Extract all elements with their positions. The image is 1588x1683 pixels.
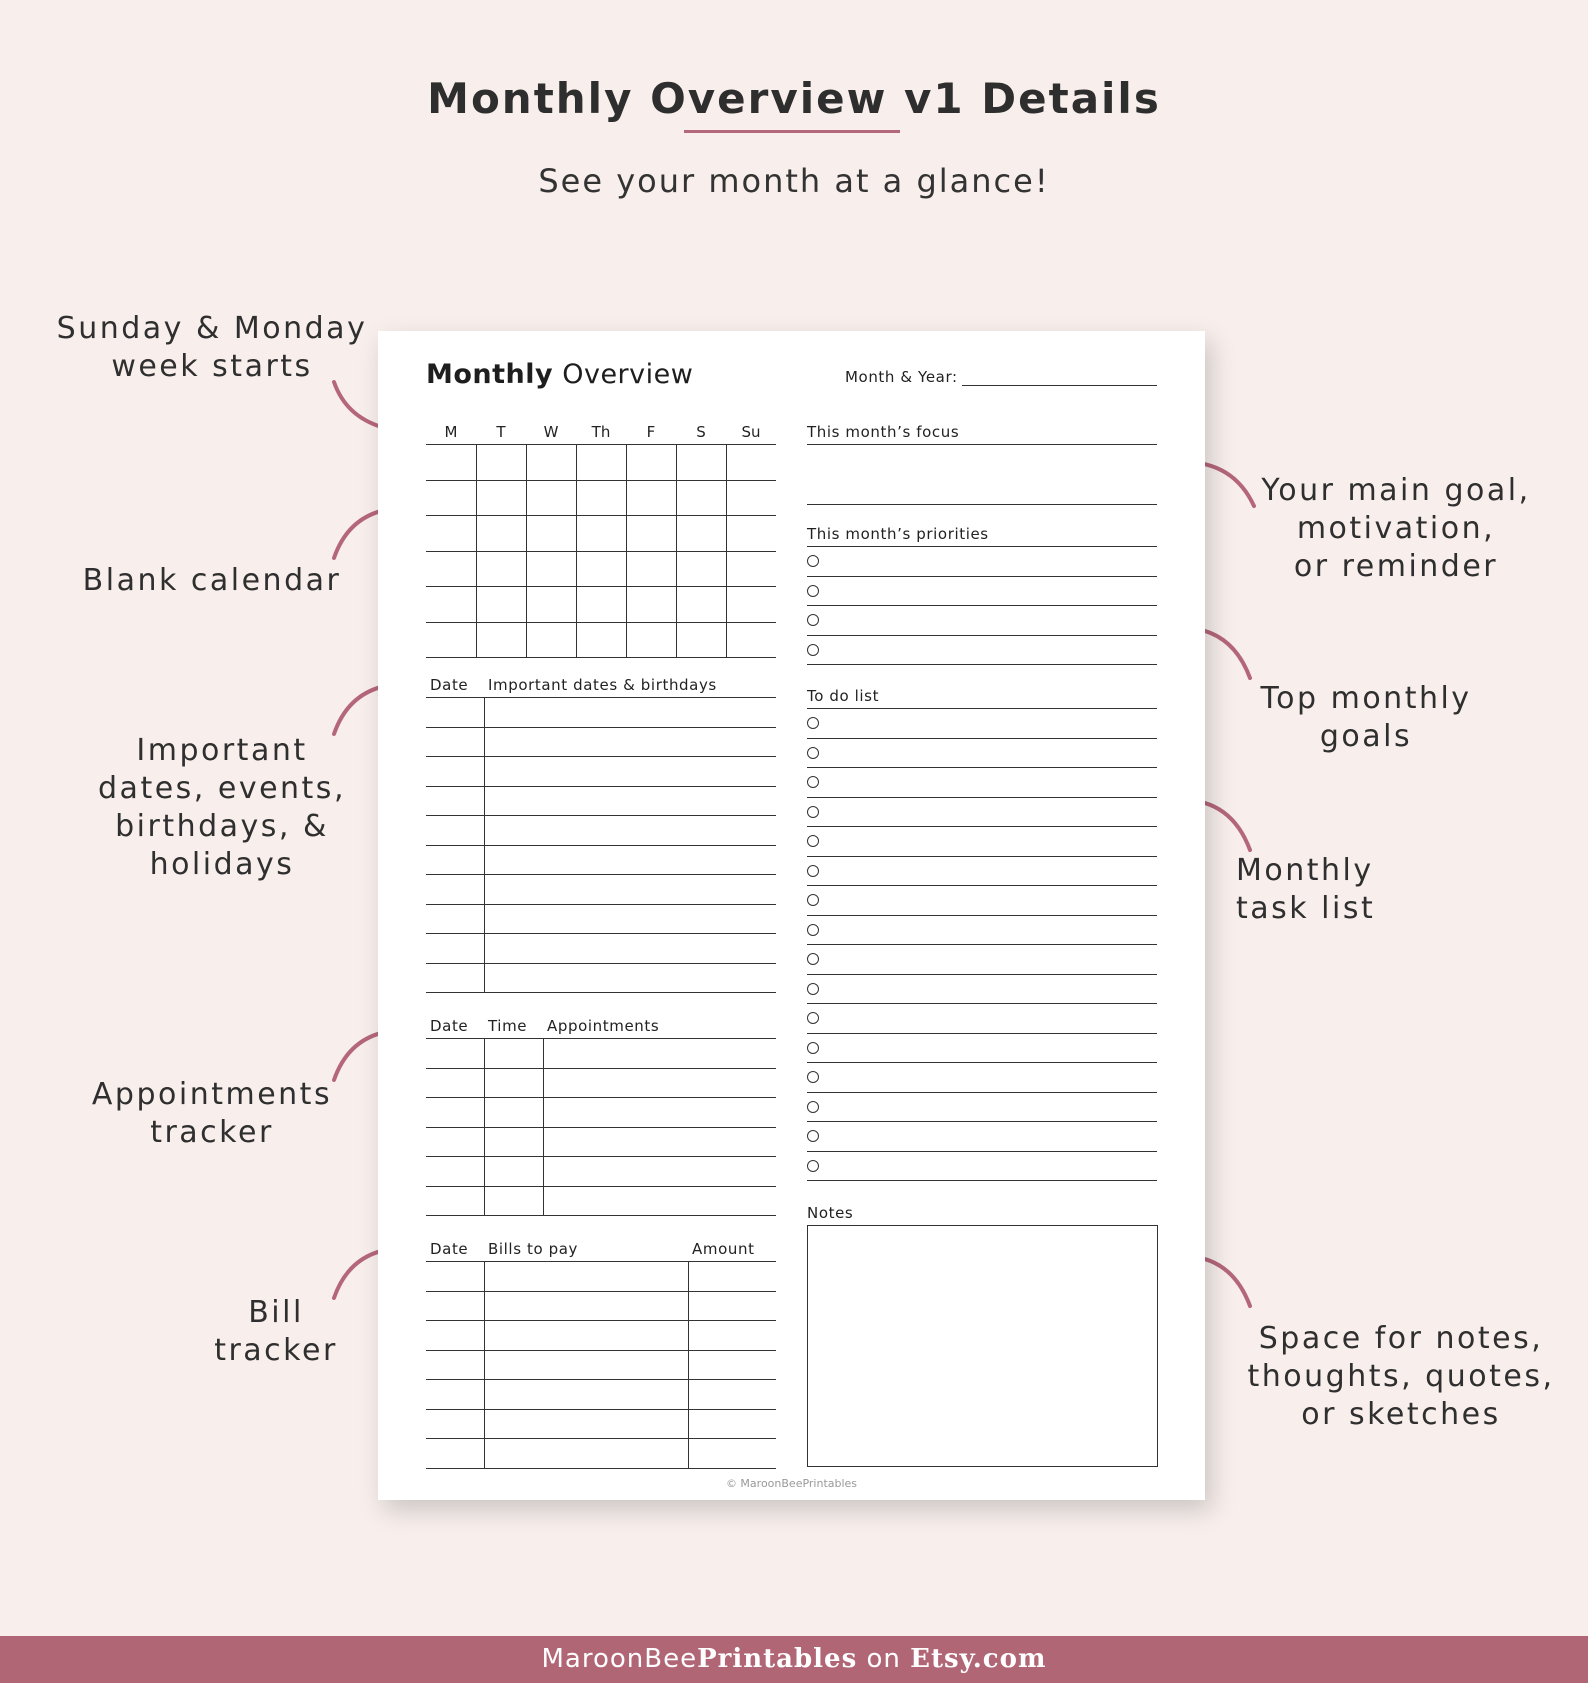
appointments-row-line: [426, 1068, 776, 1069]
callout-line: Appointments: [91, 1077, 333, 1112]
callout-line: thoughts, quotes,: [1247, 1359, 1555, 1394]
todo-row-line: [807, 738, 1157, 739]
important-row-line: [426, 727, 776, 728]
todo-row-line: [807, 1003, 1157, 1004]
bills-row-line: [426, 1350, 776, 1351]
bills-row-line: [426, 1379, 776, 1380]
checkbox-circle-icon[interactable]: [807, 1160, 819, 1172]
calendar-row-line: [426, 515, 776, 516]
footer-site: Etsy.com: [910, 1644, 1047, 1674]
focus-title: This month’s focus: [807, 423, 960, 441]
callout-line: birthdays, &: [115, 809, 329, 844]
checkbox-circle-icon[interactable]: [807, 924, 819, 936]
callout-line: or sketches: [1301, 1397, 1501, 1432]
checkbox-circle-icon[interactable]: [807, 953, 819, 965]
appointments-row-line: [426, 1186, 776, 1187]
page-title: Monthly Overview v1 Details: [427, 74, 1161, 123]
priority-row-line: [807, 576, 1157, 577]
footer-brand-regular: MaroonBee: [541, 1644, 698, 1674]
bills-row-line: [426, 1438, 776, 1439]
todo-row-line: [807, 944, 1157, 945]
callout-line: Important: [136, 733, 308, 768]
todo-title: To do list: [807, 687, 880, 705]
checkbox-circle-icon[interactable]: [807, 983, 819, 995]
calendar-row-line: [426, 551, 776, 552]
todo-row-line: [807, 1151, 1157, 1152]
todo-row-line: [807, 767, 1157, 768]
callout-line: week starts: [111, 349, 313, 384]
planner-sheet: [378, 331, 1205, 1500]
callout-line: Sunday & Monday: [56, 311, 368, 346]
callout-line: Monthly: [1236, 853, 1374, 888]
important-row-line: [426, 786, 776, 787]
checkbox-circle-icon[interactable]: [807, 747, 819, 759]
callout-line: Space for notes,: [1258, 1321, 1544, 1356]
todo-row-line: [807, 1033, 1157, 1034]
checkbox-circle-icon[interactable]: [807, 1130, 819, 1142]
important-row-line: [426, 815, 776, 816]
calendar-day-header: T: [496, 423, 506, 441]
calendar-day-header: Th: [591, 423, 611, 441]
appointments-column-line: [543, 1038, 544, 1215]
bills-amount-header: Amount: [692, 1240, 755, 1258]
checkbox-circle-icon[interactable]: [807, 894, 819, 906]
checkbox-circle-icon[interactable]: [807, 806, 819, 818]
footer-brand-bold: Printables: [697, 1644, 858, 1674]
bills-column-line: [484, 1261, 485, 1468]
checkbox-circle-icon[interactable]: [807, 835, 819, 847]
calendar-day-header: S: [696, 423, 706, 441]
callout-line: motivation,: [1296, 511, 1496, 546]
appointments-row-line: [426, 1156, 776, 1157]
checkbox-circle-icon[interactable]: [807, 776, 819, 788]
callout-line: Your main goal,: [1261, 473, 1531, 508]
important-row-line: [426, 697, 776, 698]
calendar-day-header: F: [646, 423, 656, 441]
month-year-label: Month & Year:: [845, 368, 958, 386]
appointments-row-line: [426, 1097, 776, 1098]
checkbox-circle-icon[interactable]: [807, 717, 819, 729]
checkbox-circle-icon[interactable]: [807, 555, 819, 567]
calendar-column-line: [676, 444, 677, 657]
focus-line: [807, 444, 1157, 445]
important-row-line: [426, 933, 776, 934]
priority-row-line: [807, 664, 1157, 665]
callout-line: task list: [1236, 891, 1376, 926]
calendar-column-line: [576, 444, 577, 657]
todo-row-line: [807, 974, 1157, 975]
important-row-line: [426, 963, 776, 964]
checkbox-circle-icon[interactable]: [807, 614, 819, 626]
bills-title: Bills to pay: [488, 1240, 578, 1258]
calendar-column-line: [476, 444, 477, 657]
todo-row-line: [807, 1092, 1157, 1093]
calendar-column-line: [726, 444, 727, 657]
bills-row-line: [426, 1261, 776, 1262]
todo-row-line: [807, 708, 1157, 709]
callout-line: Top monthly: [1260, 681, 1472, 716]
calendar-column-line: [626, 444, 627, 657]
important-row-line: [426, 904, 776, 905]
checkbox-circle-icon[interactable]: [807, 644, 819, 656]
appointments-row-line: [426, 1038, 776, 1039]
bills-row-line: [426, 1409, 776, 1410]
todo-row-line: [807, 826, 1157, 827]
bills-row-line: [426, 1291, 776, 1292]
todo-row-line: [807, 1180, 1157, 1181]
calendar-row-line: [426, 480, 776, 481]
sheet-title: [426, 359, 693, 390]
priority-row-line: [807, 635, 1157, 636]
calendar-day-header: M: [444, 423, 458, 441]
appointments-column-line: [484, 1038, 485, 1215]
notes-box: [807, 1225, 1158, 1467]
sheet-title-bold: Monthly: [426, 359, 554, 390]
appointments-time-header: Time: [488, 1017, 528, 1035]
calendar-day-header: W: [543, 423, 559, 441]
important-row-line: [426, 756, 776, 757]
footer-on: on: [857, 1644, 911, 1674]
bills-row-line: [426, 1320, 776, 1321]
calendar-row-line: [426, 622, 776, 623]
checkbox-circle-icon[interactable]: [807, 865, 819, 877]
priorities-title: This month’s priorities: [807, 525, 989, 543]
priority-row-line: [807, 546, 1157, 547]
sheet-title-rest: Overview: [553, 359, 694, 390]
callout-line: tracker: [150, 1115, 274, 1150]
bills-date-header: Date: [430, 1240, 469, 1258]
bills-column-line: [688, 1261, 689, 1468]
appointments-row-line: [426, 1215, 776, 1216]
checkbox-circle-icon[interactable]: [807, 1071, 819, 1083]
callout-line: or reminder: [1293, 549, 1499, 584]
callout-line: dates, events,: [98, 771, 346, 806]
page-subtitle: See your month at a glance!: [538, 162, 1050, 200]
appointments-row-line: [426, 1127, 776, 1128]
callout-line: goals: [1319, 719, 1413, 754]
month-year-line: [962, 385, 1157, 386]
focus-line: [807, 504, 1157, 505]
appointments-date-header: Date: [430, 1017, 469, 1035]
todo-row-line: [807, 915, 1157, 916]
callout-line: tracker: [214, 1333, 338, 1368]
callout-line: Bill: [248, 1295, 304, 1330]
important-row-line: [426, 874, 776, 875]
callout-line: Blank calendar: [82, 563, 342, 598]
todo-row-line: [807, 885, 1157, 886]
footer-bar: [0, 1636, 1588, 1683]
appointments-title: Appointments: [547, 1017, 660, 1035]
calendar-day-header: Su: [741, 423, 761, 441]
checkbox-circle-icon[interactable]: [807, 1101, 819, 1113]
checkbox-circle-icon[interactable]: [807, 1012, 819, 1024]
callout-line: holidays: [149, 847, 295, 882]
important-row-line: [426, 845, 776, 846]
priority-row-line: [807, 605, 1157, 606]
todo-row-line: [807, 1062, 1157, 1063]
important-row-line: [426, 992, 776, 993]
bills-row-line: [426, 1468, 776, 1469]
important-date-header: Date: [430, 676, 469, 694]
checkbox-circle-icon[interactable]: [807, 1042, 819, 1054]
copyright: © MaroonBeePrintables: [725, 1477, 858, 1490]
important-title: Important dates & birthdays: [488, 676, 717, 694]
todo-row-line: [807, 797, 1157, 798]
calendar-column-line: [526, 444, 527, 657]
calendar-row-line: [426, 586, 776, 587]
calendar-row-line: [426, 444, 776, 445]
notes-title: Notes: [807, 1204, 854, 1222]
important-column-line: [484, 697, 485, 992]
todo-row-line: [807, 856, 1157, 857]
checkbox-circle-icon[interactable]: [807, 585, 819, 597]
todo-row-line: [807, 1121, 1157, 1122]
calendar-row-line: [426, 657, 776, 658]
